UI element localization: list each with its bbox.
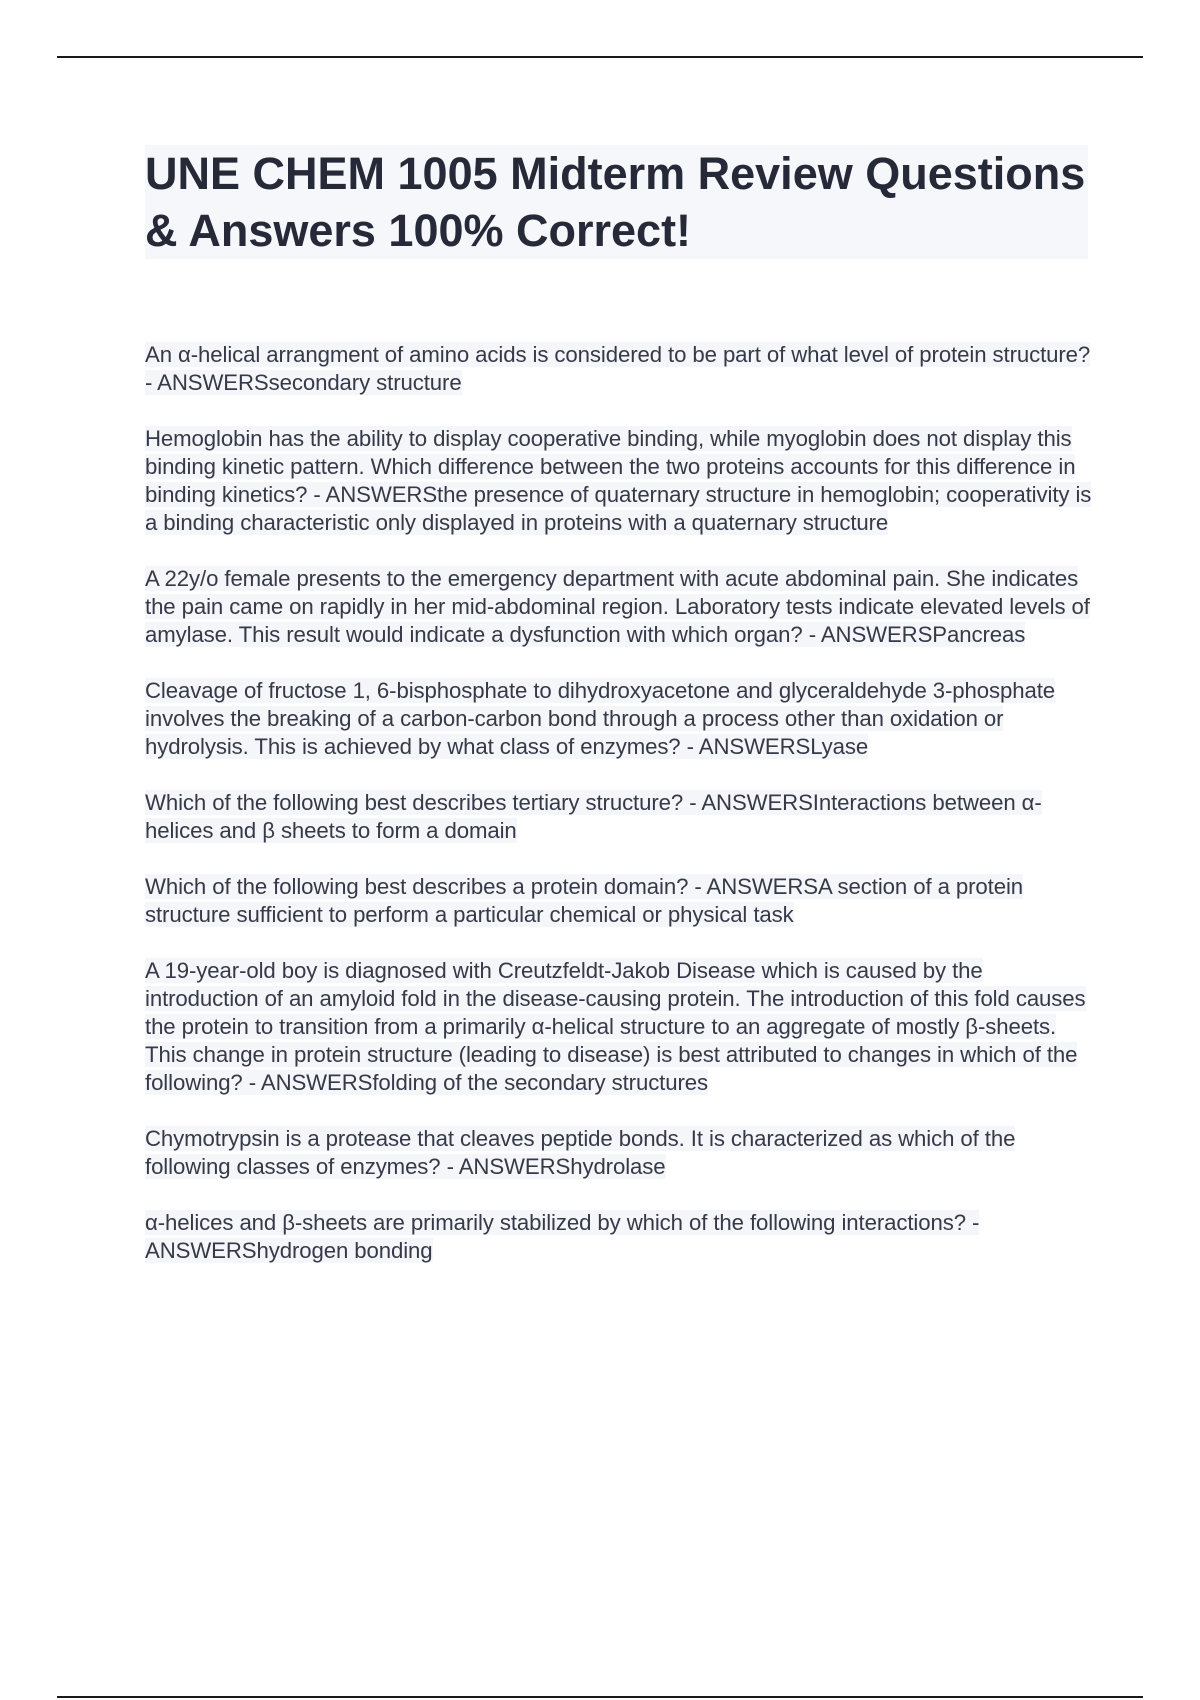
qa-list <box>145 341 1095 1293</box>
qa-item <box>145 425 1095 537</box>
qa-text: Which of the following best describes tertiary structure? - ANSWERSInteractions between α-helices and β sheets to form a domain <box>145 790 1042 843</box>
qa-item <box>145 873 1095 929</box>
qa-text: Which of the following best describes a protein domain? - ANSWERSA section of a protein structure sufficient to perform a particular chemical or physical task <box>145 874 1024 927</box>
qa-item <box>145 789 1095 845</box>
qa-item <box>145 1125 1095 1181</box>
qa-text: A 22y/o female presents to the emergency department with acute abdominal pain. She indicates the pain came on rapidly in her mid-abdominal region. Laboratory tests indicate elevated levels of amylase. This result would indicate a dysfunction with which organ? - ANSWERSPancreas <box>145 566 1090 647</box>
qa-text: α-helices and β-sheets are primarily stabilized by which of the following interactions? - ANSWERShydrogen bonding <box>145 1210 980 1263</box>
qa-item <box>145 957 1095 1097</box>
qa-item <box>145 677 1095 761</box>
header-rule <box>57 56 1143 58</box>
qa-item <box>145 565 1095 649</box>
qa-text: Cleavage of fructose 1, 6-bisphosphate to dihydroxyacetone and glyceraldehyde 3-phosphate involves the breaking of a carbon-carbon bond through a process other than oxidation or hydrolysis. This is achieved by what class of enzymes? - ANSWERSLyase <box>145 678 1056 759</box>
qa-text: An α-helical arrangment of amino acids is considered to be part of what level of protein structure? - ANSWERSsecondary structure <box>145 342 1091 395</box>
qa-text: Hemoglobin has the ability to display cooperative binding, while myoglobin does not display this binding kinetic pattern. Which difference between the two proteins accounts for this difference in binding kinetics? - ANSWERSthe presence of quaternary structure in hemoglobin; cooperativity is a binding characteristic only displayed in proteins with a quaternary structure <box>145 426 1092 535</box>
qa-text: A 19-year-old boy is diagnosed with Creutzfeldt-Jakob Disease which is caused by the introduction of an amyloid fold in the disease-causing protein. The introduction of this fold causes the protein to transition from a primarily α-helical structure to an aggregate of mostly β-sheets. This change in protein structure (leading to disease) is best attributed to changes in which of the following? - ANSWERSfolding of the secondary structures <box>145 958 1086 1095</box>
qa-text: Chymotrypsin is a protease that cleaves peptide bonds. It is characterized as which of the following classes of enzymes? - ANSWERShydrolase <box>145 1126 1016 1179</box>
qa-item <box>145 341 1095 397</box>
document-title: UNE CHEM 1005 Midterm Review Questions & Answers 100% Correct! <box>145 145 1088 259</box>
footer-rule <box>57 1696 1143 1698</box>
qa-item <box>145 1209 1095 1265</box>
